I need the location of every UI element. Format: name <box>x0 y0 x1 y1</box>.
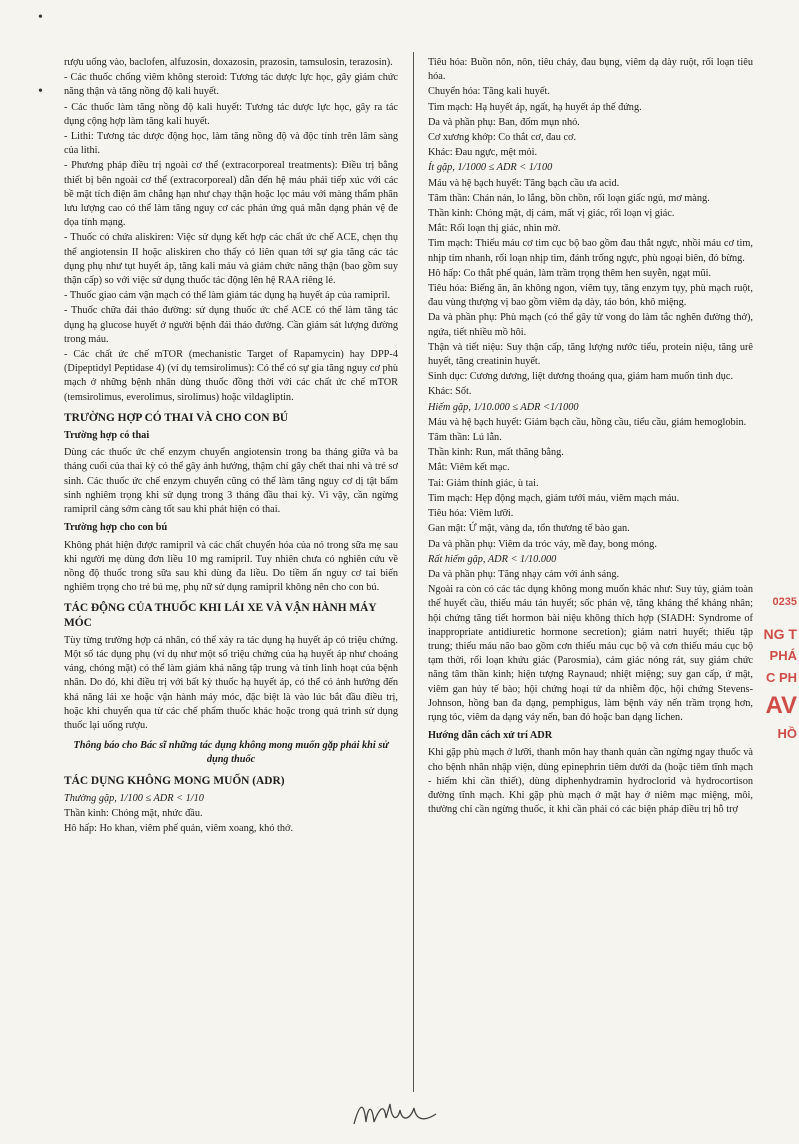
right-column <box>428 56 753 818</box>
paragraph: Khác: Đau ngực, mệt mỏi. <box>428 147 538 159</box>
red-stamp-fragment: 0235 NG T PHÁ C PH AV HỒ <box>763 596 797 741</box>
paragraph: Da và phần phụ: Ban, đốm mụn nhỏ. <box>428 116 580 128</box>
section-heading: TÁC ĐỘNG CỦA THUỐC KHI LÁI XE VÀ VẬN HÀNH MÁY MÓC <box>64 602 377 629</box>
paragraph: Thần kinh: Chóng mặt, nhức đầu. <box>64 807 203 819</box>
paragraph: Mắt: Viêm kết mạc. <box>428 462 510 474</box>
paragraph: - Thuốc giao cảm vận mạch có thể làm giảm tác dụng hạ huyết áp của ramipril. <box>64 290 391 302</box>
paragraph: Gan mật: Ứ mật, vàng da, tổn thương tế bào gan. <box>428 523 630 535</box>
frequency-heading: Hiếm gặp, 1/10.000 ≤ ADR <1/1000 <box>428 401 579 413</box>
paragraph: - Lithi: Tương tác dược động học, làm tăng nồng độ và độc tính trên lâm sàng của lithi. <box>64 131 398 157</box>
paragraph: Máu và hệ bạch huyết: Tăng bạch cầu ưa acid. <box>428 177 620 189</box>
paragraph: Tim mạch: Hạ huyết áp, ngất, hạ huyết áp thế đứng. <box>428 101 642 113</box>
paragraph: Tiêu hóa: Biếng ăn, ăn không ngon, viêm tụy, tăng enzym tụy, phù mạch ruột, đau vùng thượng vị bao gồm viêm dạ dày, táo bón, khô miệng. <box>428 283 753 309</box>
margin-mark: • <box>38 84 43 99</box>
paragraph: Mắt: Rối loạn thị giác, nhìn mờ. <box>428 223 561 235</box>
paragraph: - Các thuốc làm tăng nồng độ kali huyết: Tương tác dược lực học, gây ra tác dụng cộng hợp làm tăng kali huyết. <box>64 101 398 127</box>
paragraph: Sinh dục: Cương dương, liệt dương thoáng qua, giảm ham muốn tình dục. <box>428 371 734 383</box>
section-heading: TÁC DỤNG KHÔNG MONG MUỐN (ADR) <box>64 774 285 787</box>
margin-mark: • <box>38 10 43 25</box>
paragraph: Thần kinh: Chóng mặt, dị cảm, mất vị giác, rối loạn vị giác. <box>428 208 675 220</box>
paragraph: Hô hấp: Co thắt phế quản, làm trầm trọng thêm hen suyễn, ngạt mũi. <box>428 267 712 279</box>
paragraph: Tai: Giảm thính giác, ù tai. <box>428 477 539 489</box>
paragraph: Thần kinh: Run, mất thăng bằng. <box>428 447 564 459</box>
frequency-heading: Ít gặp, 1/1000 ≤ ADR < 1/100 <box>428 162 553 174</box>
paragraph: Da và phần phụ: Phù mạch (có thể gây tử vong do làm tắc nghẽn đường thở), ngứa, tiết nhiều mồ hôi. <box>428 312 753 338</box>
column-divider <box>413 52 414 1092</box>
paragraph: Tâm thần: Lú lẫn. <box>428 432 502 444</box>
paragraph: Không phát hiện được ramipril và các chất chuyển hóa của nó trong sữa mẹ sau khi người mẹ dùng đơn liều 10 mg ramipril. Tuy nhiên chưa có nghiên cứu về nồng độ thuốc trong sữa sau khi dùng đa liều. Do tiềm ẩn nguy cơ tai biến nghiêm trọng cho trẻ bú mẹ, phụ nữ sử dụng ramipril không nên cho con bú. <box>64 539 398 594</box>
paragraph: Tâm thần: Chán nản, lo lắng, bồn chồn, rối loạn giấc ngủ, mơ màng. <box>428 192 710 204</box>
paragraph: Tùy từng trường hợp cá nhân, có thể xảy ra tác dụng hạ huyết áp có triệu chứng. Một số tác dụng phụ (ví dụ như một số triệu chứng của hạ huyết áp như choáng váng, chóng mặt) có thể làm giảm khả năng tập trung và tỉnh linh hoạt của bệnh nhân. Do đó, khi điều trị với bất kỳ thuốc hạ huyết áp, có thể có ảnh hưởng đến khả năng lái xe hoặc vận hành máy móc, đặc biệt là vào lúc bắt đầu điều trị, hoặc khi chuyển qua từ các chế phẩm thuốc khác hoặc trong quá trình sử dụng thuốc lại uống rượu. <box>64 634 398 731</box>
subsection-heading: Trường hợp cho con bú <box>64 522 168 534</box>
paragraph: Khác: Sốt. <box>428 386 472 398</box>
subsection-heading: Hướng dẫn cách xử trí ADR <box>428 730 553 742</box>
left-column <box>64 56 398 837</box>
paragraph: Da và phần phụ: Viêm da tróc vảy, mề đay, bong móng. <box>428 538 657 550</box>
paragraph: Tiêu hóa: Viêm lưỡi. <box>428 508 514 520</box>
paragraph: Tim mạch: Thiếu máu cơ tim cục bộ bao gồm đau thắt ngực, nhồi máu cơ tim, nhịp tim nhanh, rối loạn nhịp tim, đánh trống ngực, phù ngoại biên, đỏ bừng. <box>428 238 753 264</box>
paragraph: Ngoài ra còn có các tác dụng không mong muốn khác như: Suy tủy, giảm toàn thể huyết cầu, thiếu máu tán huyết; sốc phản vệ, tăng kháng thể kháng nhân; hội chứng tăng tiết hormon bài niệu không thích hợp (SIADH: Syndrome of inappropriate antidiuretic hormone secretion); giảm natri huyết; thiếu tập trung; thiếu máu não bao gồm cơn thiếu máu cục bộ và cơn thiếu máu cục bộ tạm thời, rối loạn khứu giác (Parosmia), cảm giác nóng rát, suy giảm chức năng tâm thần kinh; hiện tượng Raynaud; nhiệt miệng; suy gan cấp, ứ mật, viêm gan hủy tế bào; hội chứng hoại tử da nhiễm độc, hội chứng Stevens-Johnson, hồng ban đa dạng, pemphigus, làm bệnh vảy nến trầm trọng hơn, rụng tóc, viêm da dạng vảy nến, ban đỏ hoặc ban dạng lichen. <box>428 584 753 723</box>
paragraph: - Thuốc có chứa aliskiren: Việc sử dụng kết hợp các chất ức chế ACE, chẹn thụ thể angiotensin II hoặc aliskiren cho thấy có liên quan tới sự gia tăng các tác dụng phụ như tụt huyết áp, tăng kali máu và giảm chức năng thận (bao gồm suy thận cấp) so với việc sử dụng thuốc tác động lên hệ RAA riêng lẻ. <box>64 232 398 287</box>
paragraph: - Các chất ức chế mTOR (mechanistic Target of Rapamycin) hay DPP-4 (Dipeptidyl Peptidase 4) (ví dụ temsirolimus): Có thể có sự gia tăng nguy cơ phù mạch ở những bệnh nhân dùng thuốc đồng thời với các chất ức chế mTOR (temsirolimus, everolimus, sirolimus) hoặc vildagliptin. <box>64 349 398 403</box>
paragraph: Chuyển hóa: Tăng kali huyết. <box>428 86 550 98</box>
paragraph: Dùng các thuốc ức chế enzym chuyển angiotensin trong ba tháng giữa và ba tháng cuối của thai kỳ có thể gây ảnh hưởng, thậm chí gây chết thai nhi và trẻ sơ sinh. Các thuốc ức chế enzym chuyển cũng có thể làm tăng nguy cơ dị tật bẩm sinh nghiêm trọng khi sử dụng trong 3 tháng đầu thai kỳ. Vì vậy, cần ngừng ramipril càng sớm càng tốt sau khi phát hiện có thai. <box>64 447 398 516</box>
paragraph: Máu và hệ bạch huyết: Giảm bạch cầu, hồng cầu, tiểu cầu, giảm hemoglobin. <box>428 416 747 428</box>
paragraph: Khi gặp phù mạch ở lưỡi, thanh môn hay thanh quản cần ngừng ngay thuốc và cho bệnh nhân nhập viện, dùng epinephrin tiêm dưới da (hoặc tiêm tĩnh mạch - hiếm khi cần thiết), dùng diphenhydramin hydroclorid và hydrocortison đường tĩnh mạch. Khi gặp phù mạch ở mặt hay ở niêm mạc miệng, môi, thường chỉ cần ngừng thuốc, ít khi cần phải có các biện pháp điều trị hỗ trợ <box>428 747 753 816</box>
frequency-heading: Thường gặp, 1/100 ≤ ADR < 1/10 <box>64 792 204 804</box>
paragraph: Hô hấp: Ho khan, viêm phế quản, viêm xoang, khó thở. <box>64 823 294 835</box>
paragraph: - Thuốc chữa đái tháo đường: sử dụng thuốc ức chế ACE có thể làm tăng tác dụng hạ glucose huyết ở người bệnh đái tháo đường. Cần giám sát lượng đường trong máu. <box>64 305 398 345</box>
handwritten-signature <box>350 1092 440 1132</box>
paragraph: Thận và tiết niệu: Suy thận cấp, tăng lượng nước tiểu, protein niệu, tăng urê huyết, tăng creatinin huyết. <box>428 341 753 368</box>
notice-text: Thông báo cho Bác sĩ những tác dụng không mong muốn gặp phải khi sử dụng thuốc <box>73 740 389 766</box>
paragraph: Cơ xương khớp: Co thắt cơ, đau cơ. <box>428 132 577 144</box>
paragraph: rượu uống vào, baclofen, alfuzosin, doxazosin, prazosin, tamsulosin, terazosin). <box>64 57 393 68</box>
frequency-heading: Rất hiếm gặp, ADR < 1/10.000 <box>428 553 557 565</box>
paragraph: Da và phần phụ: Tăng nhạy cảm với ánh sáng. <box>428 568 620 580</box>
paragraph: Tiêu hóa: Buồn nôn, nôn, tiêu chảy, đau bụng, viêm dạ dày ruột, rối loạn tiêu hóa. <box>428 57 753 83</box>
paragraph: - Phương pháp điều trị ngoài cơ thể (extracorporeal treatments): Điều trị bằng thiết bị bên ngoài cơ thể (extracorporeal) dẫn đến hệ máu phải tiếp xúc với các bề mặt tích điện âm chẳng hạn như chạy thận hoặc lọc máu với màng thẩm phân lưu lượng cao có thể làm tăng nguy cơ các phản ứng quá mẫn dạng phản vệ đe dọa tính mạng. <box>64 160 398 229</box>
subsection-heading: Trường hợp có thai <box>64 430 150 442</box>
paragraph: - Các thuốc chống viêm không steroid: Tương tác dược lực học, gây giảm chức năng thận và tăng nồng độ kali huyết. <box>64 72 398 98</box>
section-heading: TRƯỜNG HỢP CÓ THAI VÀ CHO CON BÚ <box>64 411 289 424</box>
paragraph: Tim mạch: Hẹp động mạch, giảm tưới máu, viêm mạch máu. <box>428 492 680 504</box>
